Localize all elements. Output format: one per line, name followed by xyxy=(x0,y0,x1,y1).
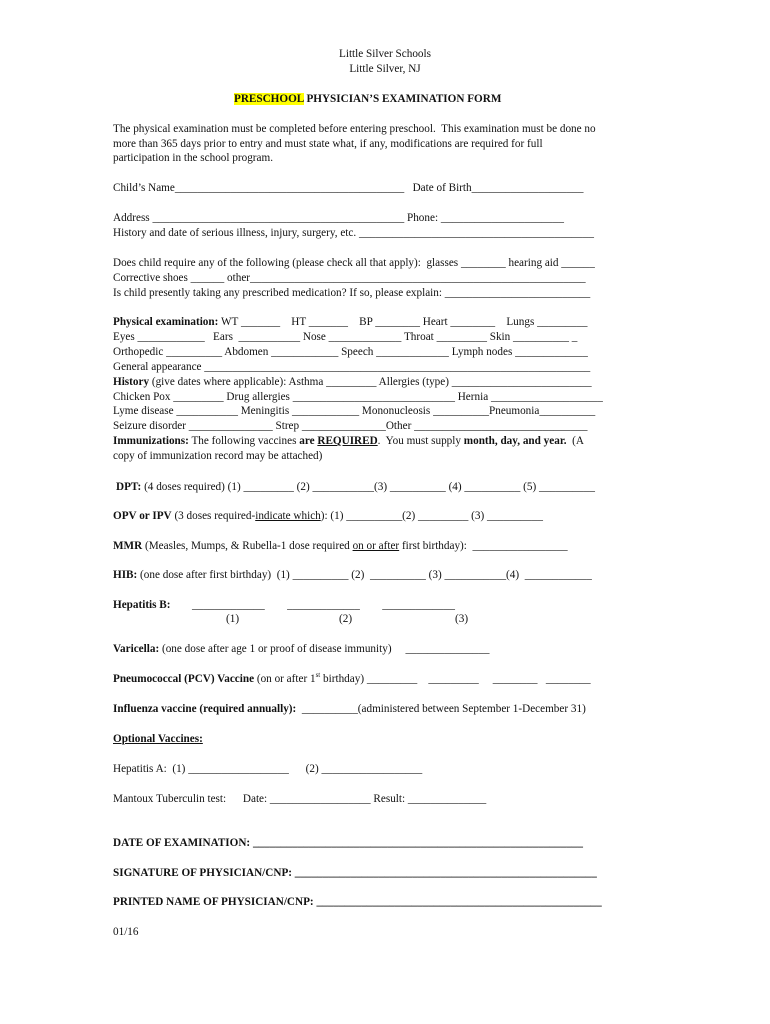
optional-vaccines-heading: Optional Vaccines: xyxy=(113,733,203,745)
title-highlight: PRESCHOOL xyxy=(234,93,304,105)
hepb-num-2: (2) xyxy=(339,613,353,625)
varicella-fields[interactable]: (one dose after age 1 or proof of disease immunity) _______________ xyxy=(159,643,490,655)
exam-line-orthopedic[interactable]: Orthopedic __________ Abdomen ____________ Speech _____________ Lymph nodes _____________ xyxy=(113,346,588,358)
mantoux-field[interactable]: Mantoux Tuberculin test: Date: __________________ Result: ______________ xyxy=(113,793,487,805)
hepb-blanks[interactable]: _____________ _____________ _____________ xyxy=(192,599,455,611)
immunizations-mdy: month, day, and year. xyxy=(463,435,567,447)
mmr-fields[interactable]: first birthday): _________________ xyxy=(399,540,568,552)
history-line-chickenpox[interactable]: Chicken Pox _________ Drug allergies _____________________________ Hernia ____________________ xyxy=(113,391,603,403)
school-name: Little Silver Schools xyxy=(339,48,431,60)
mmr-label: MMR xyxy=(113,540,143,552)
history-line[interactable] xyxy=(113,375,592,389)
immunizations-line-2: copy of immunization record may be attached) xyxy=(113,450,323,462)
mmr-line[interactable]: MMR (Measles, Mumps, & Rubella-1 dose required on or after first birthday): _________________ xyxy=(113,540,568,552)
influenza-label: Influenza vaccine (required annually): xyxy=(113,703,297,715)
physical-exam-fields[interactable]: WT _______ HT _______ BP ________ Heart ________ Lungs _________ xyxy=(218,316,588,328)
history-serious-field[interactable]: History and date of serious illness, injury, surgery, etc. __________________________________________ xyxy=(113,227,594,239)
dpt-fields[interactable]: (4 doses required) (1) _________ (2) ___________(3) __________ (4) __________ (5) __________ xyxy=(141,481,595,493)
influenza-fields[interactable]: __________(administered between September 1-December 31) xyxy=(296,703,586,715)
dpt-line[interactable] xyxy=(116,480,595,494)
physical-exam-line[interactable] xyxy=(113,315,587,329)
exam-line-eyes[interactable]: Eyes ____________ Ears ___________ Nose _____________ Throat _________ Skin __________ _ xyxy=(113,331,578,343)
hib-fields[interactable]: (one dose after first birthday) (1) __________ (2) __________ (3) ___________(4) ____________ xyxy=(137,569,592,581)
intro-line-1: The physical examination must be completed before entering preschool. This examination must be done no xyxy=(113,123,596,135)
date-of-examination-field[interactable]: DATE OF EXAMINATION: ___________________________________________________________ xyxy=(113,837,583,849)
hepb-label: Hepatitis B: xyxy=(113,599,171,611)
history-fields[interactable]: (give dates where applicable): Asthma _________ Allergies (type) _________________________ xyxy=(149,376,592,388)
title-rest: PHYSICIAN’S EXAMINATION FORM xyxy=(303,93,502,105)
hib-line[interactable] xyxy=(113,568,592,582)
opv-line[interactable]: OPV or IPV (3 doses required-indicate which): (1) __________(2) _________ (3) __________ xyxy=(113,510,543,522)
history-label: History xyxy=(113,376,150,388)
immunizations-text2: . You must supply xyxy=(377,435,464,447)
immunizations-required: are REQUIRED xyxy=(299,435,378,447)
hepatitis-a-field[interactable]: Hepatitis A: (1) __________________ (2) __________________ xyxy=(113,763,423,775)
signature-field[interactable]: SIGNATURE OF PHYSICIAN/CNP: ______________________________________________________ xyxy=(113,867,597,879)
form-title xyxy=(234,92,501,106)
address-field[interactable]: Address _____________________________________________ Phone: ______________________ xyxy=(113,212,564,224)
immunizations-text3: (A xyxy=(566,435,584,447)
hib-label: HIB: xyxy=(113,569,138,581)
history-line-seizure[interactable]: Seizure disorder _______________ Strep _______________Other _______________________________ xyxy=(113,420,588,432)
child-name-field[interactable]: Child’s Name_________________________________________ Date of Birth____________________ xyxy=(113,182,584,194)
pcv-fields[interactable]: birthday) _________ _________ ________ ________ xyxy=(320,673,591,685)
corrective-field[interactable]: Corrective shoes ______ other____________________________________________________________ xyxy=(113,272,586,284)
pcv-line[interactable]: Pneumococcal (PCV) Vaccine (on or after 1st birthday) _________ _________ ________ ________ xyxy=(113,671,591,685)
varicella-line[interactable] xyxy=(113,642,489,656)
history-line-lyme[interactable]: Lyme disease ___________ Meningitis ____________ Mononucleosis __________Pneumonia__________ xyxy=(113,405,596,417)
immunizations-line xyxy=(113,434,584,448)
school-location: Little Silver, NJ xyxy=(349,63,421,75)
dpt-label: DPT: xyxy=(116,481,142,493)
opv-fields[interactable]: ): (1) __________(2) _________ (3) __________ xyxy=(320,510,543,522)
printed-name-field[interactable]: PRINTED NAME OF PHYSICIAN/CNP: ___________________________________________________ xyxy=(113,896,602,908)
varicella-label: Varicella: xyxy=(113,643,160,655)
immunizations-text1: The following vaccines xyxy=(188,435,300,447)
exam-line-general[interactable]: General appearance _____________________________________________________________________ xyxy=(113,361,591,373)
physical-exam-label: Physical examination: xyxy=(113,316,219,328)
hepb-line[interactable] xyxy=(113,598,171,612)
pcv-label: Pneumococcal (PCV) Vaccine xyxy=(113,673,255,685)
intro-line-2: more than 365 days prior to entry and must state what, if any, modifications are required for full xyxy=(113,138,543,150)
form-version-code: 01/16 xyxy=(113,926,139,938)
intro-line-3: participation in the school program. xyxy=(113,152,274,164)
immunizations-label: Immunizations: xyxy=(113,435,189,447)
opv-label: OPV or IPV xyxy=(113,510,172,522)
hepb-num-3: (3) xyxy=(455,613,469,625)
influenza-line[interactable] xyxy=(113,702,586,716)
medication-field[interactable]: Is child presently taking any prescribed medication? If so, please explain: __________________________ xyxy=(113,287,591,299)
requires-field[interactable]: Does child require any of the following (please check all that apply): glasses ________ hearing aid ______ xyxy=(113,257,595,269)
hepb-num-1: (1) xyxy=(226,613,240,625)
